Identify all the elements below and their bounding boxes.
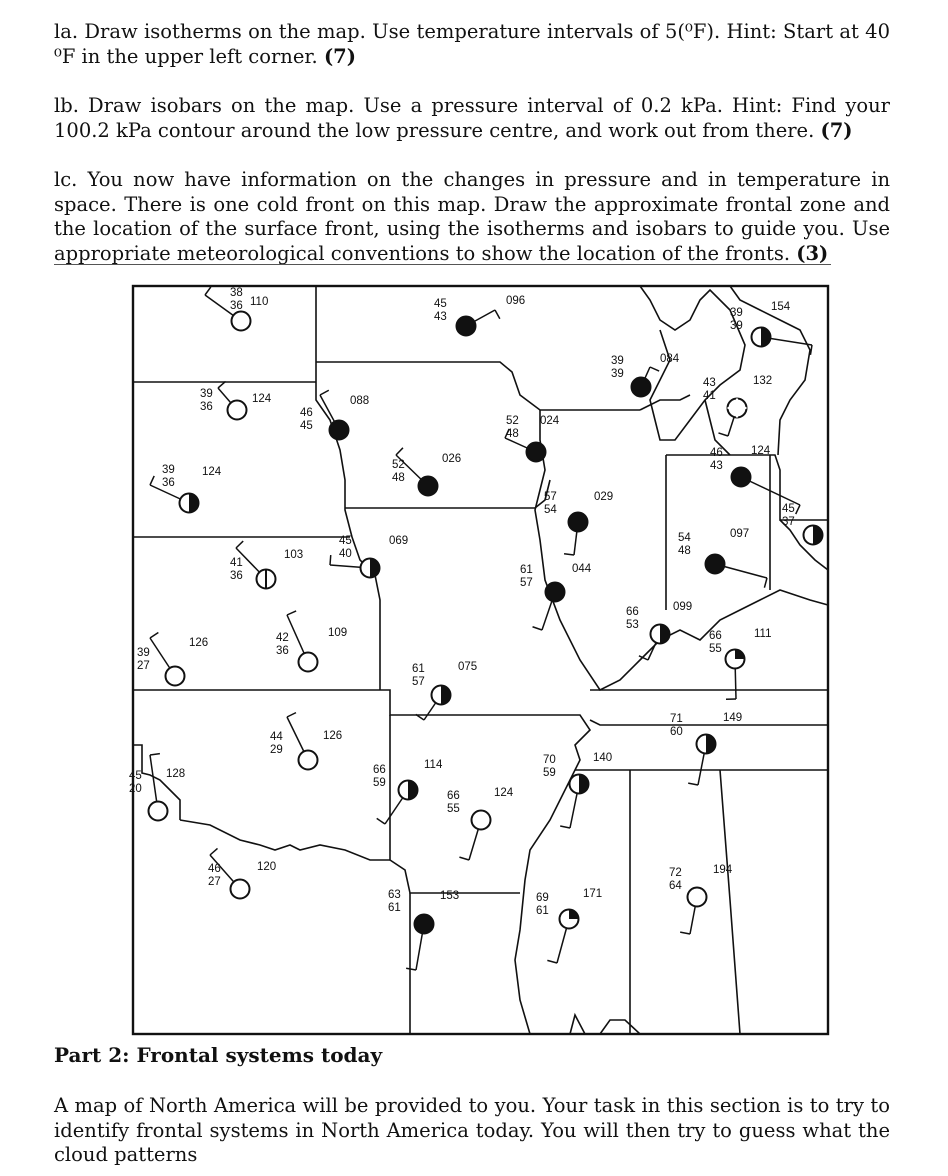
- station-1: [205, 287, 268, 331]
- wind-barb-feather: [150, 633, 158, 638]
- station-dewpoint: 54: [544, 504, 557, 516]
- wind-barb-feather: [810, 345, 812, 355]
- station-circle: [546, 583, 565, 602]
- station-dewpoint: 53: [626, 619, 639, 631]
- station-pressure: 124: [252, 393, 272, 405]
- station-circle: [166, 667, 185, 686]
- station-temperature: 52: [506, 415, 519, 427]
- station-19: [276, 611, 347, 672]
- station-dewpoint: 36: [162, 477, 175, 489]
- station-dewpoint: 48: [392, 472, 405, 484]
- station-dewpoint: 39: [730, 320, 743, 332]
- station-32: [536, 888, 602, 963]
- station-temperature: 45: [339, 535, 352, 547]
- station-dewpoint: 27: [208, 876, 221, 888]
- station-28: [447, 787, 514, 860]
- station-circle: [732, 468, 751, 487]
- station-temperature: 66: [626, 606, 639, 618]
- station-circle: [299, 751, 318, 770]
- station-24: [270, 713, 342, 770]
- state-border: [345, 480, 550, 508]
- weather-stations: [129, 287, 823, 970]
- station-temperature: 69: [536, 892, 549, 904]
- station-dewpoint: 37: [782, 516, 795, 528]
- station-temperature: 45: [782, 503, 795, 515]
- station-circle: [632, 378, 651, 397]
- station-circle: [706, 555, 725, 574]
- wind-barb-feather: [650, 367, 659, 371]
- station-26: [373, 759, 443, 824]
- wind-barb-feather: [210, 848, 217, 855]
- station-pressure: 103: [284, 549, 304, 561]
- question-1a-marks: (7): [323, 44, 356, 68]
- station-21: [709, 628, 771, 699]
- question-1b-marks: (7): [820, 118, 853, 142]
- station-pressure: 024: [540, 415, 560, 427]
- part-2-text: A map of North America will be provided to you. Your task in this section is to try to identify frontal systems in North America today. You will then try to guess what the cloud patterns: [54, 1094, 890, 1166]
- station-circle: [419, 477, 438, 496]
- station-30: [669, 864, 733, 934]
- station-dewpoint: 20: [129, 783, 142, 795]
- station-temperature: 45: [129, 770, 142, 782]
- station-temperature: 72: [669, 867, 682, 879]
- wind-barb-feather: [396, 448, 403, 455]
- station-dewpoint: 64: [669, 880, 682, 892]
- station-dewpoint: 36: [200, 401, 213, 413]
- station-pressure: 075: [458, 661, 478, 673]
- station-pressure: 154: [771, 301, 791, 313]
- station-pressure: 126: [189, 637, 209, 649]
- station-15: [330, 535, 408, 578]
- station-5: [200, 381, 272, 419]
- station-pressure: 114: [424, 759, 443, 771]
- station-temperature: 39: [611, 355, 624, 367]
- station-temperature: 39: [162, 464, 175, 476]
- state-border: [590, 720, 828, 725]
- station-pressure: 026: [442, 453, 462, 465]
- question-1a-text: la. Draw isotherms on the map. Use temperature intervals of 5(⁰F). Hint: Start at 40 ⁰F in the upper left corner.: [54, 20, 890, 68]
- station-dewpoint: 45: [300, 420, 313, 432]
- station-dewpoint: 57: [412, 676, 425, 688]
- station-pressure: 088: [350, 395, 370, 407]
- station-12: [544, 491, 613, 555]
- station-pressure: 097: [730, 528, 750, 540]
- station-circle: [228, 401, 247, 420]
- station-17: [520, 563, 592, 630]
- wind-barb-feather: [377, 818, 385, 824]
- station-temperature: 61: [520, 564, 533, 576]
- state-border: [640, 395, 690, 410]
- station-pressure: 128: [166, 768, 186, 780]
- state-border: [575, 770, 828, 790]
- wind-barb-feather: [764, 578, 767, 588]
- station-circle: [569, 513, 588, 532]
- station-circle: [232, 312, 251, 331]
- station-pressure: 124: [202, 466, 222, 478]
- station-temperature: 46: [208, 863, 221, 875]
- question-1b-text: lb. Draw isobars on the map. Use a pressure interval of 0.2 kPa. Hint: Find your 100.2 kPa contour around the low pressure centre, and work out from there.: [54, 94, 890, 142]
- station-circle: [415, 915, 434, 934]
- station-pressure: 153: [440, 890, 460, 902]
- station-pressure: 124: [751, 445, 771, 457]
- wind-barb-feather: [547, 960, 557, 963]
- wind-barb-feather: [287, 611, 296, 615]
- station-23: [670, 712, 742, 785]
- map-frame: [133, 286, 828, 1034]
- station-9: [392, 448, 461, 496]
- station-dewpoint: 36: [230, 570, 243, 582]
- station-dewpoint: 36: [276, 645, 289, 657]
- station-temperature: 39: [137, 647, 150, 659]
- station-circle: [527, 443, 546, 462]
- station-dewpoint: 39: [611, 368, 624, 380]
- station-dewpoint: 29: [270, 744, 283, 756]
- station-temperature: 61: [412, 663, 425, 675]
- station-dewpoint: 57: [520, 577, 533, 589]
- station-8: [703, 375, 772, 436]
- station-temperature: 39: [200, 388, 213, 400]
- station-circle: [330, 421, 349, 440]
- wind-barb-feather: [560, 826, 570, 828]
- station-pressure: 029: [594, 491, 614, 503]
- station-dewpoint: 43: [710, 460, 723, 472]
- station-25: [129, 754, 185, 821]
- station-temperature: 52: [392, 459, 405, 471]
- state-border: [380, 690, 590, 1034]
- part-2-heading: Part 2: Frontal systems today: [54, 1043, 383, 1067]
- wind-barb-feather: [718, 433, 728, 436]
- station-3: [611, 353, 680, 397]
- state-border: [666, 455, 828, 520]
- station-dewpoint: 61: [388, 902, 401, 914]
- station-temperature: 46: [710, 447, 723, 459]
- station-pressure: 069: [389, 535, 409, 547]
- station-pressure: 110: [250, 296, 269, 308]
- station-pressure: 044: [572, 563, 592, 575]
- wind-barb-feather: [236, 541, 243, 548]
- state-border: [720, 770, 740, 1034]
- station-7: [505, 415, 560, 462]
- station-circle: [472, 811, 491, 830]
- station-dewpoint: 59: [543, 767, 556, 779]
- station-temperature: 42: [276, 632, 289, 644]
- station-29: [208, 848, 276, 898]
- station-dewpoint: 59: [373, 777, 386, 789]
- station-pressure: 140: [593, 752, 613, 764]
- station-dewpoint: 55: [447, 803, 460, 815]
- station-circle: [688, 888, 707, 907]
- station-temperature: 66: [447, 790, 460, 802]
- station-temperature: 41: [230, 557, 243, 569]
- station-pressure: 084: [660, 353, 680, 365]
- station-temperature: 39: [730, 307, 743, 319]
- wind-barb-feather: [330, 555, 331, 565]
- wind-barb-feather: [533, 627, 542, 630]
- wind-barb-feather: [564, 554, 574, 555]
- wind-barb-feather: [150, 476, 154, 485]
- station-quarter-fill: [735, 650, 745, 660]
- wind-barb-feather: [680, 932, 690, 934]
- wind-barb-feather: [495, 310, 500, 319]
- station-14: [230, 541, 303, 588]
- station-dewpoint: 36: [230, 300, 243, 312]
- wind-barb-feather: [150, 754, 160, 755]
- wind-barb-feather: [688, 783, 698, 785]
- station-20: [137, 633, 208, 686]
- state-border: [570, 1015, 585, 1034]
- station-temperature: 46: [300, 407, 313, 419]
- station-pressure: 096: [506, 295, 526, 307]
- station-dewpoint: 55: [709, 643, 722, 655]
- station-pressure: 109: [328, 627, 348, 639]
- station-4: [730, 301, 812, 355]
- wind-barb-feather: [287, 713, 296, 717]
- station-dewpoint: 41: [703, 390, 716, 402]
- station-temperature: 71: [670, 713, 683, 725]
- station-dewpoint: 43: [434, 311, 447, 323]
- station-temperature: 54: [678, 532, 691, 544]
- station-temperature: 66: [373, 764, 386, 776]
- station-dewpoint: 48: [678, 545, 691, 557]
- station-quarter-fill: [569, 910, 579, 920]
- wind-barb-feather: [406, 968, 416, 970]
- station-11: [150, 464, 222, 513]
- station-pressure: 132: [753, 375, 773, 387]
- station-temperature: 44: [270, 731, 283, 743]
- state-border: [316, 286, 640, 410]
- station-temperature: 43: [703, 377, 716, 389]
- state-border: [600, 1020, 640, 1034]
- station-pressure: 120: [257, 861, 277, 873]
- station-temperature: 66: [709, 630, 722, 642]
- station-temperature: 57: [544, 491, 557, 503]
- wind-barb-feather: [459, 857, 469, 860]
- station-31: [388, 889, 459, 970]
- station-dewpoint: 60: [670, 726, 683, 738]
- station-dewpoint: 48: [506, 428, 519, 440]
- station-6: [300, 390, 369, 439]
- station-pressure: 194: [713, 864, 733, 876]
- station-pressure: 099: [673, 601, 693, 613]
- station-circle: [457, 317, 476, 336]
- station-circle: [299, 653, 318, 672]
- station-pressure: 149: [723, 712, 743, 724]
- map-borders: [133, 286, 828, 1034]
- station-2: [434, 295, 525, 336]
- station-pressure: 111: [754, 628, 772, 640]
- wind-barb-feather: [205, 287, 211, 295]
- station-temperature: 45: [434, 298, 447, 310]
- wind-barb-feather: [796, 505, 800, 514]
- wind-barb-feather: [320, 390, 329, 395]
- station-16: [678, 528, 767, 588]
- station-temperature: 38: [230, 287, 243, 299]
- station-pressure: 126: [323, 730, 343, 742]
- station-13: [782, 503, 823, 545]
- station-circle: [149, 802, 168, 821]
- question-1c-text: lc. You now have information on the changes in pressure and in temperature in space. There is one cold front on this map. Draw the approximate frontal zone and the location of the surface front, using the isotherms and isobars to guide you. Use appropriate meteorological conventions to show the location of the fronts.: [54, 168, 890, 265]
- station-dewpoint: 27: [137, 660, 150, 672]
- station-pressure: 124: [494, 787, 514, 799]
- station-22: [412, 661, 477, 720]
- station-circle: [231, 880, 250, 899]
- station-temperature: 63: [388, 889, 401, 901]
- station-dewpoint: 40: [339, 548, 352, 560]
- question-1c-marks: (3): [796, 241, 829, 265]
- station-temperature: 70: [543, 754, 556, 766]
- station-dewpoint: 61: [536, 905, 549, 917]
- station-pressure: 171: [583, 888, 603, 900]
